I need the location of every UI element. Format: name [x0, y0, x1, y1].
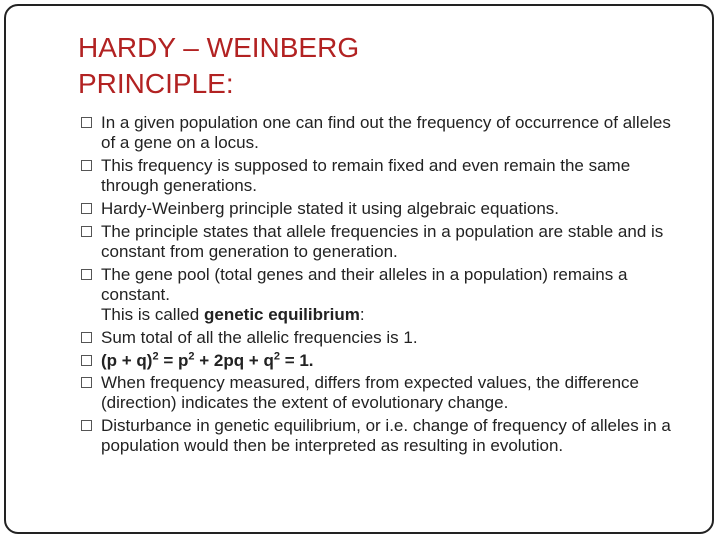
- hollow-square-icon: [81, 420, 92, 431]
- bullet-text: The gene pool (total genes and their alleles in a population) remains a constant.: [101, 265, 628, 304]
- bullet-text: Disturbance in genetic equilibrium, or i.e. change of frequency of alleles in a population would then be interpreted as resulting in evolution.: [101, 416, 671, 455]
- title-line-1: HARDY – WEINBERG: [78, 32, 360, 63]
- list-item: [80, 199, 680, 219]
- equilibrium-suffix: :: [359, 305, 365, 324]
- list-item: [80, 222, 680, 262]
- list-item: [80, 328, 680, 348]
- equilibrium-term: genetic equilibrium: [203, 305, 360, 324]
- slide-title: [78, 30, 359, 102]
- hollow-square-icon: [81, 203, 92, 214]
- bullet-text: The principle states that allele frequencies in a population are stable and is constant from generation to generation.: [101, 222, 664, 261]
- hollow-square-icon: [81, 117, 92, 128]
- bullet-text: Hardy-Weinberg principle stated it using algebraic equations.: [101, 199, 559, 218]
- hollow-square-icon: [81, 269, 92, 280]
- bullet-text: This frequency is supposed to remain fixed and even remain the same through generations.: [101, 156, 631, 195]
- list-item: [80, 373, 680, 413]
- equation-item: [80, 351, 680, 371]
- equation: $(p + q)^2 = p^2 + 2pq + q^2 = 1$.: [101, 350, 314, 370]
- bullet-list: [80, 113, 680, 459]
- list-item: [80, 265, 680, 325]
- hollow-square-icon: [81, 226, 92, 237]
- hollow-square-icon: [81, 377, 92, 388]
- hollow-square-icon: [81, 355, 92, 366]
- list-item: [80, 156, 680, 196]
- bullet-text: Sum total of all the allelic frequencies is 1.: [101, 328, 418, 347]
- hollow-square-icon: [81, 332, 92, 343]
- equilibrium-prefix: This is called: [101, 305, 204, 324]
- title-line-2: PRINCIPLE:: [78, 68, 234, 99]
- list-item: [80, 416, 680, 456]
- bullet-text: When frequency measured, differs from expected values, the difference (direction) indicates the extent of evolutionary change.: [101, 373, 639, 412]
- hollow-square-icon: [81, 160, 92, 171]
- bullet-text: In a given population one can find out the frequency of occurrence of alleles of a gene on a locus.: [101, 113, 671, 152]
- list-item: [80, 113, 680, 153]
